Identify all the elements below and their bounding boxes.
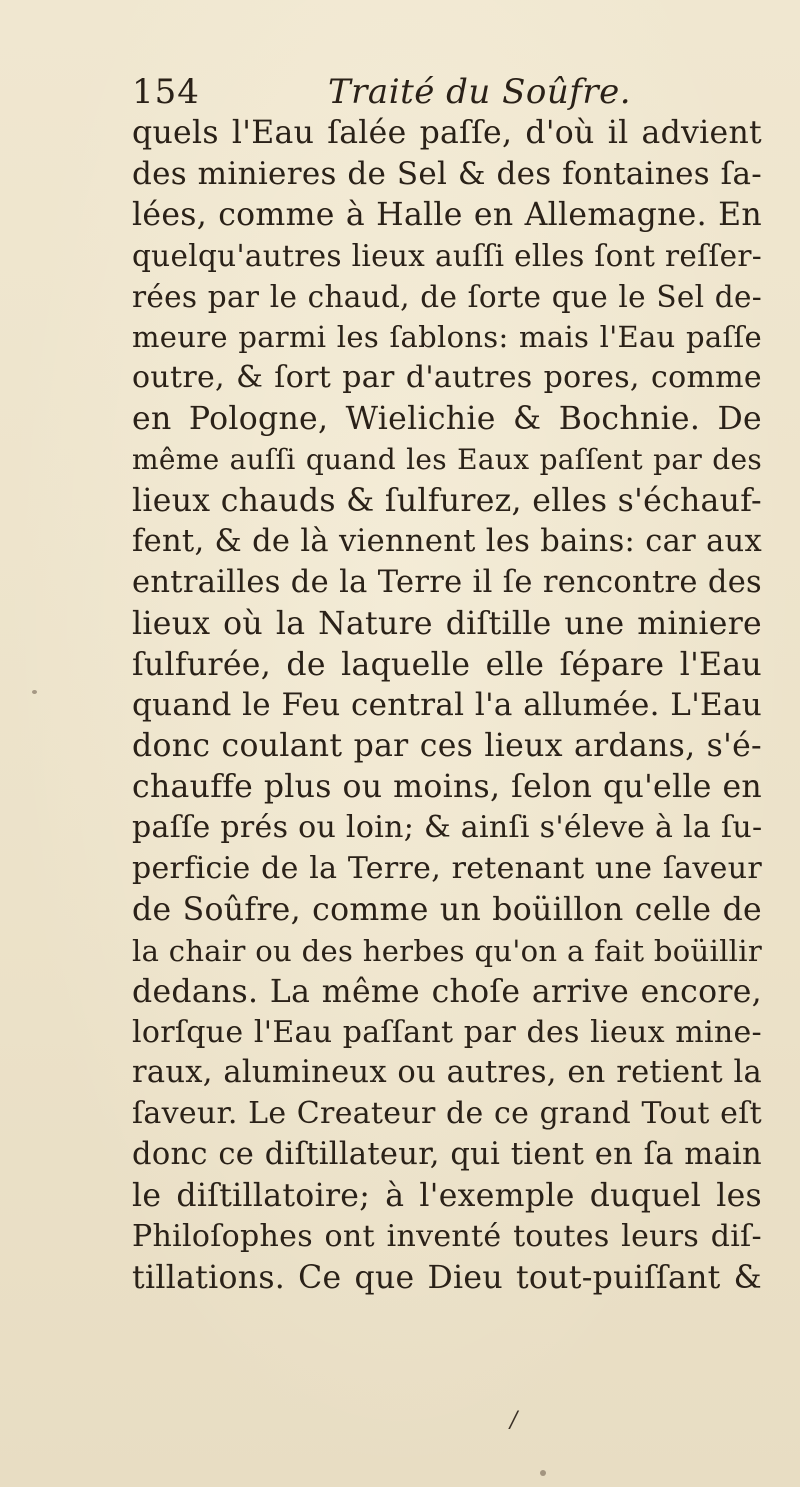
text-line-8: en Pologne, Wielichie & Bochnie. De [132, 401, 762, 438]
text-line-25: ſaveur. Le Createur de ce grand Tout eſt [132, 1096, 762, 1132]
text-line-1: quels l'Eau ſalée paſſe, d'où il advient [132, 115, 762, 151]
text-line-4: quelqu'autres lieux auſſi elles ſont reſſer- [132, 238, 762, 273]
text-line-28: Philoſophes ont inventé toutes leurs diſ- [132, 1219, 762, 1255]
text-line-29: tillations. Ce que Dieu tout-puiſſant & [132, 1259, 762, 1296]
running-head [132, 72, 692, 116]
text-line-10: lieux chauds & ſulfurez, elles s'échauf- [132, 483, 762, 520]
ink-speck [32, 690, 37, 694]
text-line-12: entrailles de la Terre il ſe rencontre des [132, 564, 762, 600]
text-line-24: raux, alumineux ou autres, en retient la [132, 1055, 762, 1091]
text-line-5: rées par le chaud, de ſorte que le Sel de- [132, 279, 762, 314]
text-line-19: perficie de la Terre, retenant une ſaveur [132, 851, 762, 887]
text-line-21: la chair ou des herbes qu'on a fait boüillir [132, 933, 762, 968]
running-title: Traité du Soûfre. [328, 72, 632, 112]
text-line-11: fent, & de là viennent les bains: car aux [132, 523, 762, 559]
text-line-13: lieux où la Nature diſtille une miniere [132, 605, 762, 642]
text-line-2: des minieres de Sel & des fontaines ſa- [132, 155, 762, 192]
text-line-18: paſſe prés ou loin; & ainſi s'éleve à la ſu- [132, 810, 763, 846]
page-number: 154 [132, 72, 200, 112]
catchword-mark: / [510, 1408, 518, 1433]
ink-speck [540, 1470, 546, 1476]
text-line-23: lorſque l'Eau paſſant par des lieux mine- [132, 1014, 762, 1050]
body-text [132, 113, 762, 1299]
text-line-27: le diſtillatoire; à l'exemple duquel les [132, 1178, 762, 1215]
text-line-6: meure parmi les ſablons: mais l'Eau paſſe [132, 320, 762, 355]
text-line-3: lées, comme à Halle en Allemagne. En [132, 196, 762, 233]
text-line-15: quand le Feu central l'a allumée. L'Eau [132, 687, 762, 724]
text-line-9: même auſſi quand les Eaux paſſent par des [132, 443, 762, 477]
text-line-16: donc coulant par ces lieux ardans, s'é- [132, 728, 762, 765]
text-line-17: chauffe plus ou moins, ſelon qu'elle en [132, 769, 762, 806]
text-line-20: de Soûfre, comme un boüillon celle de [132, 891, 762, 928]
text-line-26: donc ce diſtillateur, qui tient en ſa main [132, 1137, 762, 1173]
text-line-14: ſulfurée, de laquelle elle ſépare l'Eau [132, 646, 762, 683]
text-line-22: dedans. La même choſe arrive encore, [132, 973, 762, 1010]
text-line-7: outre, & ſort par d'autres pores, comme [132, 360, 762, 396]
